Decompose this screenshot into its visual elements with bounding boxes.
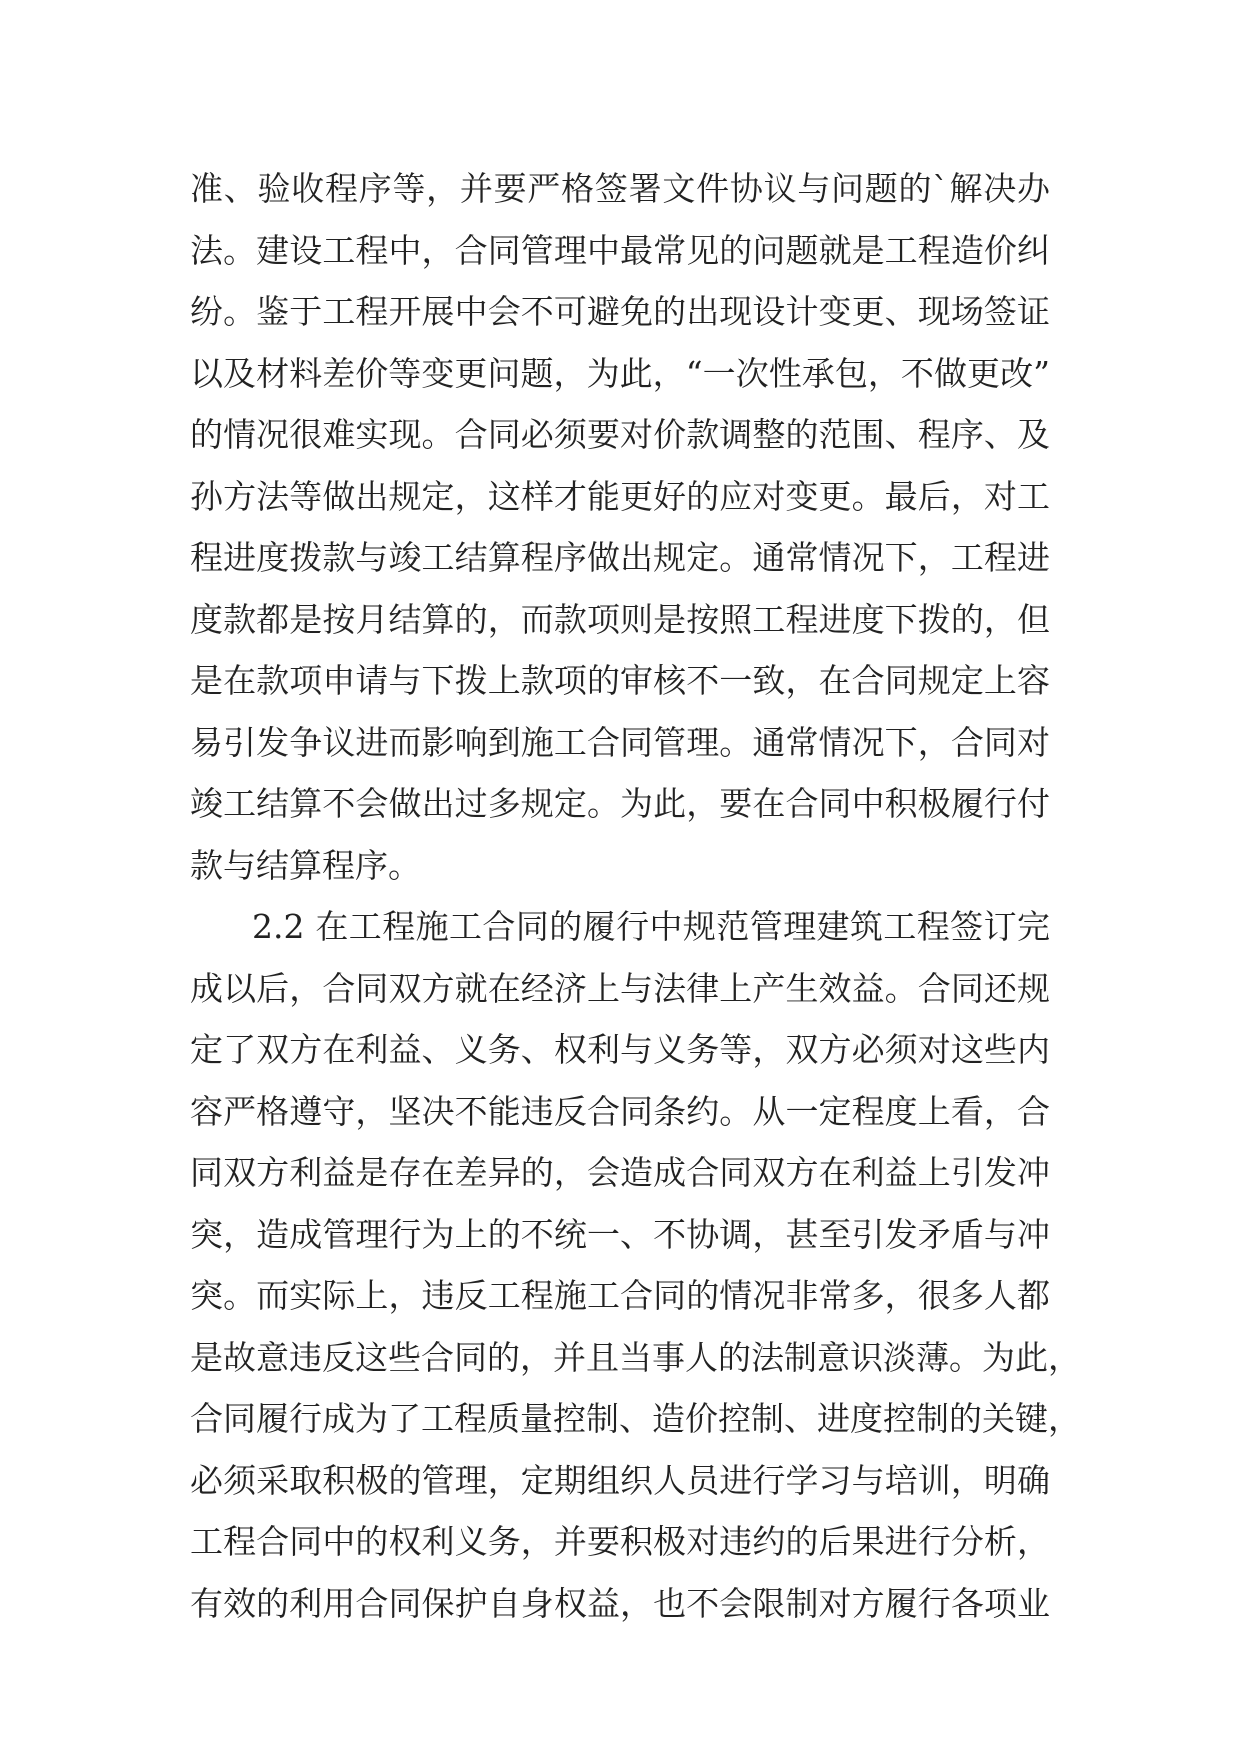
body-text: [190, 158, 1081, 1634]
text-line: 纷。鉴于工程开展中会不可避免的出现设计变更、现场签证: [190, 292, 1050, 331]
text-line: 合同履行成为了工程质量控制、造价控制、进度控制的关键，: [190, 1399, 1081, 1438]
text-line: 孙方法等做出规定，这样才能更好的应对变更。最后，对工: [190, 476, 1050, 516]
text-line: 必须采取积极的管理，定期组织人员进行学习与培训，明确: [190, 1460, 1050, 1500]
text-line: 有效的利用合同保护自身权益，也不会限制对方履行各项业: [190, 1583, 1050, 1623]
text-line: 的情况很难实现。合同必须要对价款调整的范围、程序、及: [190, 415, 1050, 454]
text-line: 程进度拨款与竣工结算程序做出规定。通常情况下，工程进: [190, 538, 1050, 577]
text-line: 度款都是按月结算的，而款项则是按照工程进度下拨的，但: [190, 599, 1050, 639]
text-line: 突。而实际上，违反工程施工合同的情况非常多，很多人都: [190, 1276, 1050, 1315]
text-line: 工程合同中的权利义务，并要积极对违约的后果进行分析，: [190, 1522, 1050, 1561]
text-line: 准、验收程序等，并要严格签署文件协议与问题的`解决办: [190, 169, 1050, 208]
text-line: 成以后，合同双方就在经济上与法律上产生效益。合同还规: [190, 968, 1050, 1008]
text-line: 容严格遵守，坚决不能违反合同条约。从一定程度上看，合: [190, 1091, 1050, 1131]
text-line: 法。建设工程中，合同管理中最常见的问题就是工程造价纠: [190, 230, 1050, 270]
text-line: 竣工结算不会做出过多规定。为此，要在合同中积极履行付: [190, 784, 1050, 823]
text-line: 定了双方在利益、义务、权利与义务等，双方必须对这些内: [190, 1030, 1050, 1069]
text-line: 突，造成管理行为上的不统一、不协调，甚至引发矛盾与冲: [190, 1214, 1050, 1254]
text-line: 是故意违反这些合同的，并且当事人的法制意识淡薄。为此，: [190, 1337, 1081, 1377]
section-heading-line: 2.2 在工程施工合同的履行中规范管理建筑工程签订完: [252, 907, 1050, 946]
text-line: 同双方利益是存在差异的，会造成合同双方在利益上引发冲: [190, 1153, 1050, 1192]
text-line: 易引发争议进而影响到施工合同管理。通常情况下，合同对: [190, 722, 1050, 762]
text-line: 以及材料差价等变更问题，为此，“一次性承包，不做更改”: [190, 353, 1050, 393]
text-line: 是在款项申请与下拨上款项的审核不一致，在合同规定上容: [190, 661, 1050, 700]
text-line: 款与结算程序。: [190, 845, 421, 885]
